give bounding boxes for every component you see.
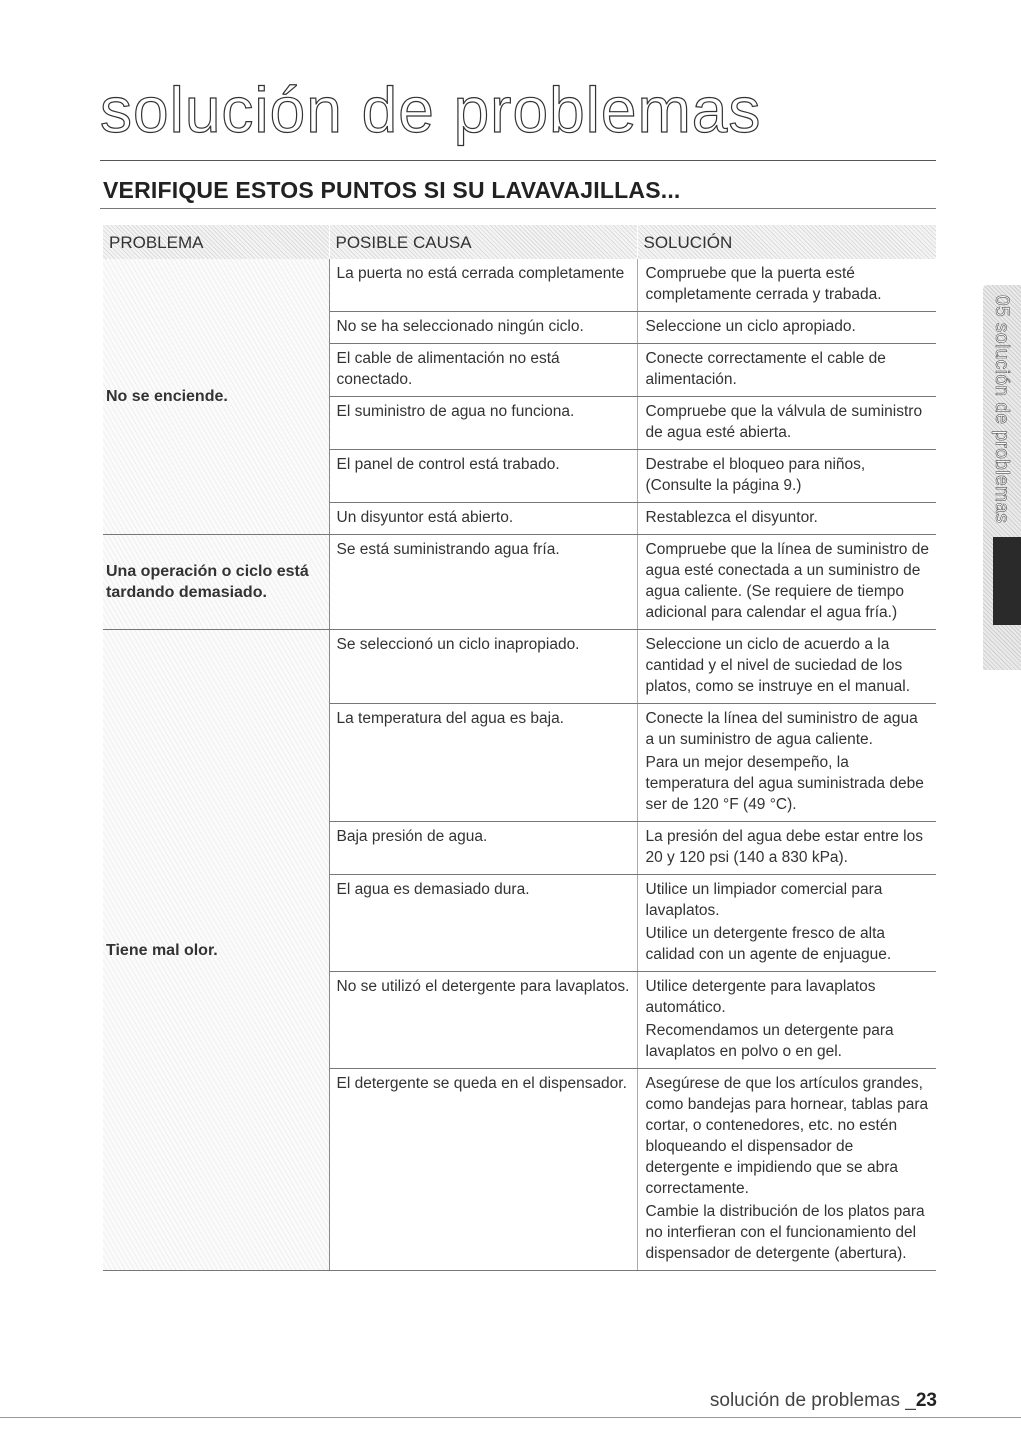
chapter-side-tab — [983, 285, 1021, 670]
header-solution: SOLUCIÓN — [637, 225, 936, 259]
table-row — [103, 630, 936, 704]
solution-cell — [637, 630, 936, 704]
solution-paragraph: Seleccione un ciclo apropiado. — [645, 318, 856, 335]
solution-cell — [637, 312, 936, 344]
cause-cell: No se utilizó el detergente para lavaplatos. — [329, 972, 637, 1069]
solution-cell — [637, 344, 936, 397]
cause-cell: Baja presión de agua. — [329, 822, 637, 875]
cause-cell: Se está suministrando agua fría. — [329, 535, 637, 630]
footer-label: solución de problemas _ — [709, 1390, 916, 1411]
cause-cell: El detergente se queda en el dispensador. — [329, 1069, 637, 1271]
solution-paragraph: Restablezca el disyuntor. — [645, 509, 818, 526]
problem-cell: Tiene mal olor. — [103, 630, 329, 1271]
solution-cell — [637, 535, 936, 630]
solution-cell — [637, 1069, 936, 1271]
table-body — [103, 259, 936, 1271]
solution-cell — [637, 397, 936, 450]
solution-paragraph: La presión del agua debe estar entre los 20 y 120 psi (140 a 830 kPa). — [645, 828, 923, 866]
solution-cell — [637, 450, 936, 503]
table-header-row — [103, 225, 936, 259]
solution-paragraph: Compruebe que la línea de suministro de agua esté conectada a un suministro de agua caliente. (Se requiere de tiempo adicional para calendar el agua fría.) — [645, 541, 929, 621]
problem-cell: No se enciende. — [103, 259, 329, 535]
table-row — [103, 259, 936, 312]
solution-paragraph: Utilice un limpiador comercial para lavaplatos. — [645, 881, 883, 919]
cause-cell: El suministro de agua no funciona. — [329, 397, 637, 450]
section-heading: VERIFIQUE ESTOS PUNTOS SI SU LAVAVAJILLAS... — [103, 177, 681, 203]
solution-paragraph: Compruebe que la válvula de suministro de agua esté abierta. — [645, 403, 923, 441]
page-footer — [710, 1390, 937, 1412]
heading-rule — [100, 208, 936, 209]
cause-cell: El panel de control está trabado. — [329, 450, 637, 503]
solution-paragraph: Conecte correctamente el cable de alimentación. — [645, 350, 886, 388]
solution-paragraph: Utilice un detergente fresco de alta calidad con un agente de enjuague. — [645, 925, 892, 963]
solution-cell — [637, 875, 936, 972]
header-cause: POSIBLE CAUSA — [329, 225, 637, 259]
solution-cell — [637, 822, 936, 875]
cause-cell: Se seleccionó un ciclo inapropiado. — [329, 630, 637, 704]
cause-cell: El cable de alimentación no está conectado. — [329, 344, 637, 397]
chapter-tab-label: 05 solución de problemas — [991, 295, 1012, 524]
solution-paragraph: Conecte la línea del suministro de agua a un suministro de agua caliente. — [645, 710, 918, 748]
solution-paragraph: Destrabe el bloqueo para niños, (Consulte la página 9.) — [645, 456, 866, 494]
solution-paragraph: Utilice detergente para lavaplatos automático. — [645, 978, 876, 1016]
solution-paragraph: Seleccione un ciclo de acuerdo a la cantidad y el nivel de suciedad de los platos, como se instruye en el manual. — [645, 636, 910, 695]
solution-cell — [637, 503, 936, 535]
troubleshooting-table — [103, 225, 936, 1271]
solution-cell — [637, 259, 936, 312]
cause-cell: No se ha seleccionado ningún ciclo. — [329, 312, 637, 344]
cause-cell: Un disyuntor está abierto. — [329, 503, 637, 535]
solution-cell — [637, 704, 936, 822]
page-title: solución de problemas — [100, 74, 762, 146]
footer-rule — [0, 1417, 1021, 1418]
solution-paragraph: Asegúrese de que los artículos grandes, como bandejas para hornear, tablas para cortar, o contenedores, etc. no estén bloqueando el dispensador de detergente e impidiendo que se abra correctamente. — [645, 1075, 929, 1197]
solution-paragraph: Cambie la distribución de los platos para no interfieran con el funcionamiento del dispensador de detergente (abertura). — [645, 1203, 925, 1262]
solution-paragraph: Para un mejor desempeño, la temperatura del agua suministrada debe ser de 120 °F (49 °C). — [645, 754, 924, 813]
page-number: 23 — [915, 1390, 937, 1411]
solution-paragraph: Compruebe que la puerta esté completamente cerrada y trabada. — [645, 265, 882, 303]
solution-paragraph: Recomendamos un detergente para lavaplatos en polvo o en gel. — [645, 1022, 894, 1060]
cause-cell: El agua es demasiado dura. — [329, 875, 637, 972]
title-rule — [100, 160, 936, 161]
cause-cell: La temperatura del agua es baja. — [329, 704, 637, 822]
header-problem: PROBLEMA — [103, 225, 329, 259]
chapter-tab-marker — [993, 537, 1021, 625]
table-row — [103, 535, 936, 630]
cause-cell: La puerta no está cerrada completamente — [329, 259, 637, 312]
solution-cell — [637, 972, 936, 1069]
problem-cell: Una operación o ciclo está tardando demasiado. — [103, 535, 329, 630]
